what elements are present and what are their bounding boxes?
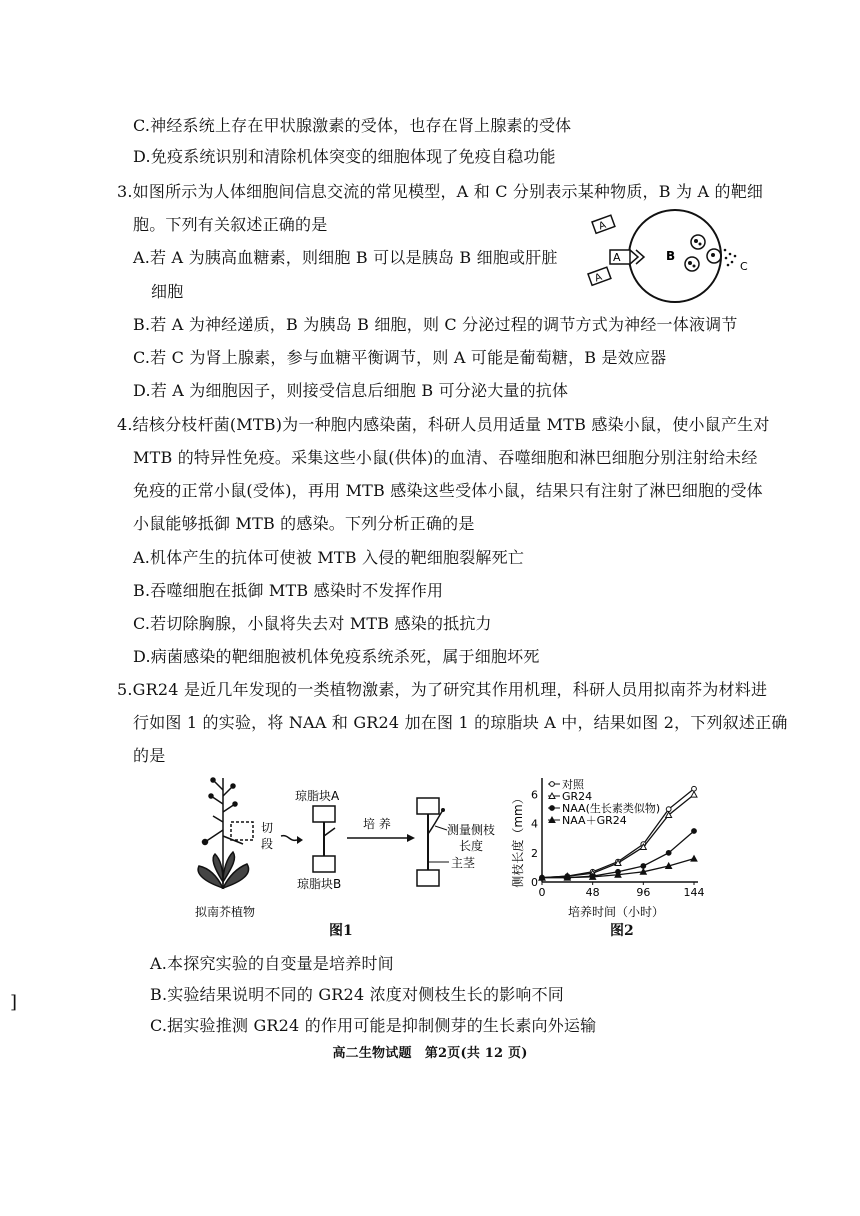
- q4-option-b: B.吞噬细胞在抵御 MTB 感染时不发挥作用: [133, 581, 444, 600]
- chart-x-axis-label: 培养时间（小时）: [567, 905, 665, 919]
- legend-marker-2: [550, 806, 555, 811]
- series-0-point-6: [692, 786, 697, 791]
- q4-stem-line-3: 免疫的正常小鼠(受体)，再用 MTB 感染这些受体小鼠，结果只有注射了淋巴细胞的受体: [133, 481, 763, 500]
- series-3-point-6: [691, 856, 697, 862]
- q4-stem-line-4: 小鼠能够抵御 MTB 的感染。下列分析正确的是: [133, 514, 475, 533]
- figure-2-caption: 图2: [610, 923, 634, 939]
- y-tick-label-3: 6: [531, 788, 538, 802]
- q3-option-a-cont: 细胞: [151, 282, 184, 301]
- x-tick-label-0: 0: [538, 886, 546, 899]
- margin-mark: ]: [10, 992, 18, 1013]
- secreted-c-dots: [724, 249, 737, 267]
- q3-option-c: C.若 C 为肾上腺素，参与血糖平衡调节，则 A 可能是葡萄糖，B 是效应器: [133, 348, 667, 367]
- svg-text:A: A: [593, 271, 604, 285]
- x-tick-label-2: 96: [636, 886, 651, 899]
- q5-stem-line-1: 5.GR24 是近几年发现的一类植物激素，为了研究其作用机理，科研人员用拟南芥为材料进: [117, 680, 768, 699]
- x-tick-label-1: 48: [585, 886, 600, 899]
- cell-b-label: B: [666, 249, 676, 263]
- q4-option-c: C.若切除胸腺，小鼠将失去对 MTB 感染的抵抗力: [133, 614, 492, 633]
- figure-1-caption: 图1: [329, 923, 353, 939]
- signal-molecule-a-top: [592, 215, 615, 234]
- cut-label-2: 段: [261, 837, 274, 851]
- signal-molecule-a-bottom: [588, 267, 611, 286]
- q4-option-a: A.机体产生的抗体可使被 MTB 入侵的靶细胞裂解死亡: [133, 548, 525, 567]
- q5-stem-line-2: 行如图 1 的实验，将 NAA 和 GR24 加在图 1 的琼脂块 A 中，结果如图 2，下列叙述正确: [133, 713, 788, 732]
- q4-stem-line-1: 4.结核分枝杆菌(MTB)为一种胞内感染菌，科研人员用适量 MTB 感染小鼠，使小鼠产生对: [117, 415, 770, 434]
- legend-label-0: 对照: [562, 778, 584, 791]
- agar-block-b: [313, 856, 335, 872]
- figure-1-experiment: [185, 770, 515, 920]
- series-1-point-6: [691, 792, 697, 798]
- q3-option-a: A.若 A 为胰高血糖素，则细胞 B 可以是胰岛 B 细胞或肝脏: [133, 248, 558, 267]
- legend-marker-0: [550, 782, 555, 787]
- agar-a-label: 琼脂块A: [295, 789, 340, 803]
- q5-stem-line-3: 的是: [133, 746, 166, 765]
- chart-y-axis-label: 侧枝长度（mm）: [511, 792, 525, 888]
- series-0-point-5: [666, 807, 671, 812]
- receptor-bound-a: [610, 250, 644, 264]
- legend-label-2: NAA(生长素类似物): [562, 802, 661, 815]
- page-footer: 高二生物试题 第2页(共 12 页): [332, 1046, 528, 1061]
- agar-b-label: 琼脂块B: [297, 877, 342, 891]
- main-stem-label: 主茎: [451, 856, 476, 870]
- q3-stem-line-2: 胞。下列有关叙述正确的是: [133, 215, 328, 234]
- y-tick-label-2: 4: [531, 817, 538, 831]
- series-2-point-6: [692, 829, 697, 834]
- q2-option-d: D.免疫系统识别和清除机体突变的细胞体现了免疫自稳功能: [133, 147, 556, 166]
- culture-label: 培 养: [363, 817, 391, 831]
- legend-label-3: NAA＋GR24: [562, 814, 627, 827]
- svg-text:A: A: [597, 219, 608, 233]
- series-2-point-5: [666, 850, 671, 855]
- plant-label: 拟南芥植物: [195, 905, 256, 919]
- q3-option-b: B.若 A 为神经递质，B 为胰岛 B 细胞，则 C 分泌过程的调节方式为神经一体液调节: [133, 315, 738, 334]
- x-tick-label-3: 144: [683, 886, 705, 899]
- agar-block-a: [313, 806, 335, 822]
- measure-label-1: 测量侧枝: [447, 823, 496, 837]
- q5-option-c: C.据实验推测 GR24 的作用可能是抑制侧芽的生长素向外运输: [150, 1016, 597, 1035]
- q4-option-d: D.病菌感染的靶细胞被机体免疫系统杀死，属于细胞坏死: [133, 647, 540, 666]
- legend-label-1: GR24: [562, 790, 593, 803]
- series-2-point-4: [641, 864, 646, 869]
- secretion-c-label: C: [740, 260, 748, 273]
- figure-2-chart: [508, 772, 708, 922]
- q4-stem-line-2: MTB 的特异性免疫。采集这些小鼠(供体)的血清、吞噬细胞和淋巴细胞分别注射给未经: [133, 448, 758, 467]
- arabidopsis-plant-icon: [198, 778, 253, 888]
- q3-option-d: D.若 A 为细胞因子，则接受信息后细胞 B 可分泌大量的抗体: [133, 381, 569, 400]
- cut-label-1: 切: [261, 821, 274, 835]
- svg-text:A: A: [613, 251, 621, 264]
- q5-option-b: B.实验结果说明不同的 GR24 浓度对侧枝生长的影响不同: [150, 985, 565, 1004]
- q5-option-a: A.本探究实验的自变量是培养时间: [150, 954, 394, 973]
- q2-option-c: C.神经系统上存在甲状腺激素的受体，也存在肾上腺素的受体: [133, 116, 572, 135]
- q3-cell-diagram: [580, 208, 760, 308]
- q3-stem-line-1: 3.如图所示为人体细胞间信息交流的常见模型，A 和 C 分别表示某种物质，B 为 A 的靶细: [117, 182, 764, 201]
- y-tick-label-1: 2: [531, 846, 538, 860]
- measure-label-2: 长度: [459, 839, 484, 853]
- y-tick-label-0: 0: [531, 876, 538, 889]
